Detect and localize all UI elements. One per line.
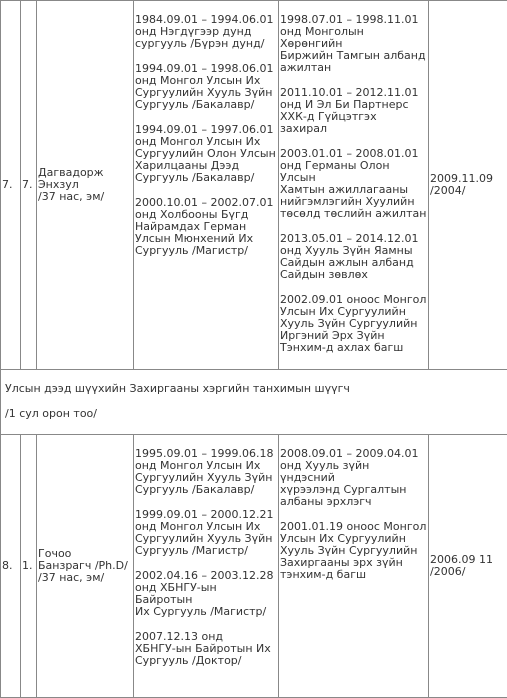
candidate-name: Гочоо Банзрагч /Ph.D/ /37 нас, эм/: [37, 435, 134, 698]
work-entry: 2003.01.01 – 2008.01.01 онд Германы Олон Улсын Хамтын ажиллагааны нийгэмлэгийн Хуулийн төсөлд төслийн ажилтан: [280, 148, 427, 220]
row-subnumber: 1.: [21, 435, 37, 698]
education-entry: 2007.12.13 онд ХБНГУ-ын Байротын Их Сургууль /Доктор/: [135, 631, 277, 667]
section-row: [1, 370, 507, 435]
section-header: [1, 370, 507, 435]
work-entry: 2008.09.01 – 2009.04.01 онд Хууль зүйн үндэсний хүрээлэнд Сургалтын албаны эрхлэгч: [280, 448, 427, 508]
work-cell: [279, 1, 429, 370]
section-title: Улсын дээд шүүхийн Захиргааны хэргийн танхимын шүүгч: [5, 383, 503, 395]
education-cell: [134, 1, 279, 370]
education-entry: 1994.09.01 – 1998.06.01 онд Монгол Улсын Их Сургуулийн Хууль Зүйн Сургууль /Бакалавр/: [135, 63, 277, 111]
education-entry: 1999.09.01 – 2000.12.21 онд Монгол Улсын Их Сургуулийн Хууль Зүйн Сургууль /Магистр/: [135, 509, 277, 557]
appointment-date: 2006.09 11 /2006/: [429, 435, 507, 698]
education-entry: 1995.09.01 – 1999.06.18 онд Монгол Улсын Их Сургуулийн Хууль Зүйн Сургууль /Бакалавр/: [135, 448, 277, 496]
work-entry: 2002.09.01 оноос Монгол Улсын Их Сургуулийн Хууль Зүйн Сургуулийн Иргэний Эрх Зүйн Тэнхим-д ахлах багш: [280, 294, 427, 354]
education-entry: 2002.04.16 – 2003.12.28 онд ХБНГУ-ын Байротын Их Сургууль /Магистр/: [135, 570, 277, 618]
appointment-date: 2009.11.09 /2004/: [429, 1, 507, 370]
education-entry: 2000.10.01 – 2002.07.01 онд Холбооны Бүгд Найрамдах Герман Улсын Мюнхений Их Сургууль /Магистр/: [135, 197, 277, 257]
education-entry: 1984.09.01 – 1994.06.01 онд Нэгдүгээр дунд сургууль /Бүрэн дунд/: [135, 14, 277, 50]
row-subnumber: 7.: [21, 1, 37, 370]
work-entry: 1998.07.01 – 1998.11.01 онд Монголын Хөрөнгийн Биржийн Тамгын албанд ажилтан: [280, 14, 427, 74]
work-entry: 2013.05.01 – 2014.12.01 онд Хууль Зүйн Яамны Сайдын ажлын албанд Сайдын зөвлөх: [280, 233, 427, 281]
work-entry: 2001.01.19 оноос Монгол Улсын Их Сургуулийн Хууль Зүйн Сургуулийн Захиргааны эрх зүйн тэнхим-д багш: [280, 521, 427, 581]
table-row: [1, 435, 507, 698]
education-entry: 1994.09.01 – 1997.06.01 онд Монгол Улсын Их Сургуулийн Олон Улсын Харилцааны Дээд Сургууль /Бакалавр/: [135, 124, 277, 184]
table-row: [1, 1, 507, 370]
row-number: 7.: [1, 1, 21, 370]
education-cell: [134, 435, 279, 698]
row-number: 8.: [1, 435, 21, 698]
work-cell: [279, 435, 429, 698]
candidate-name: Дагвадорж Энхзул /37 нас, эм/: [37, 1, 134, 370]
section-seats: /1 сул орон тоо/: [5, 408, 503, 420]
work-entry: 2011.10.01 – 2012.11.01 онд И Эл Би Партнерс ХХК-д Гүйцэтгэх захирал: [280, 87, 427, 135]
